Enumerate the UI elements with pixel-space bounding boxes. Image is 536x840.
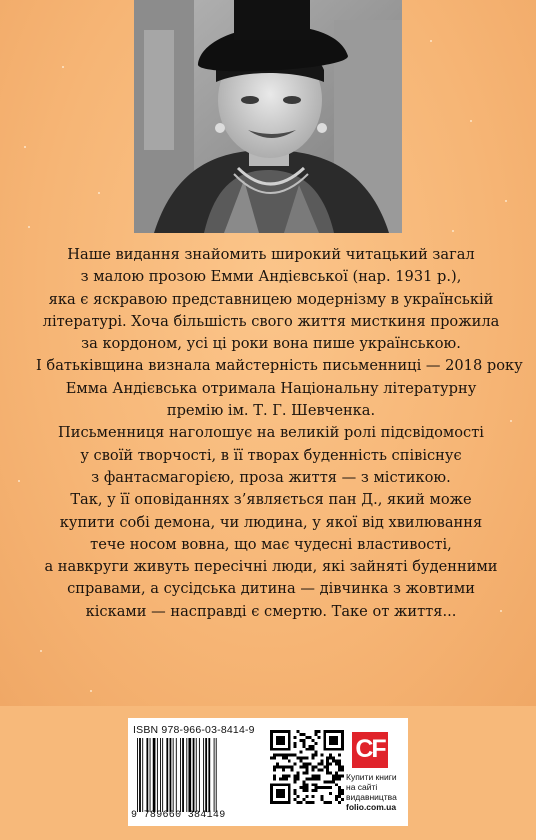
blurb-line: Емма Андієвська отримала Національну літературну [65, 379, 477, 397]
buy-line-2: на сайті [346, 782, 378, 792]
blurb-line: кісками — насправді є смертю. Таке от життя... [85, 602, 457, 620]
publisher-logo-text: CF [355, 735, 385, 763]
blurb-line: у своїй творчості, в її творах буденність співіснує [80, 446, 462, 464]
author-portrait-illustration [134, 0, 402, 233]
qr-code[interactable] [270, 730, 344, 804]
blurb-line: І батьківщина визнала майстерність письменниці — 2018 року [36, 357, 523, 375]
blurb-line: Письменниця наголошує на великій ролі підсвідомості [58, 424, 484, 442]
isbn-label: ISBN 978-966-03-8414-9 [133, 724, 255, 736]
blurb-line: а навкруги живуть пересічні люди, які зайняті буденними [44, 558, 498, 576]
buy-books-note [346, 772, 408, 812]
blurb-line: з фантасмагорією, проза життя — з містикою. [91, 468, 451, 486]
blurb-line: за кордоном, усі ці роки вона пише українською. [81, 335, 461, 353]
buy-line-1: Купити книги [346, 772, 397, 782]
blurb-line: Так, у її оповіданнях з’являється пан Д., який може [70, 491, 472, 509]
blurb-line: купити собі демона, чи людина, у якої від хвилювання [59, 513, 483, 531]
blurb-line: яка є яскравою представницею модернізму в українській [48, 290, 494, 308]
isbn-barcode [135, 738, 263, 812]
blurb-line: тече носом вовна, що має чудесні властивості, [90, 535, 452, 553]
author-photo [134, 0, 402, 233]
blurb-line: з малою прозою Емми Андієвської (нар. 1931 р.), [80, 268, 462, 286]
blurb-line: премію ім. Т. Г. Шевченка. [166, 402, 376, 420]
buy-line-3: видавництва [346, 792, 397, 802]
blurb-line: літературі. Хоча більшість свого життя мисткиня прожила [42, 312, 500, 330]
barcode-number: 9 789660 384149 [131, 810, 226, 821]
blurb-line: справами, а сусідська дитина — дівчинка з жовтими [67, 580, 475, 598]
blurb-line: Наше видання знайомить широкий читацький загал [67, 246, 475, 263]
back-cover-blurb [36, 244, 523, 623]
publisher-site-link[interactable]: folio.com.ua [346, 802, 397, 812]
publisher-logo [352, 732, 388, 768]
